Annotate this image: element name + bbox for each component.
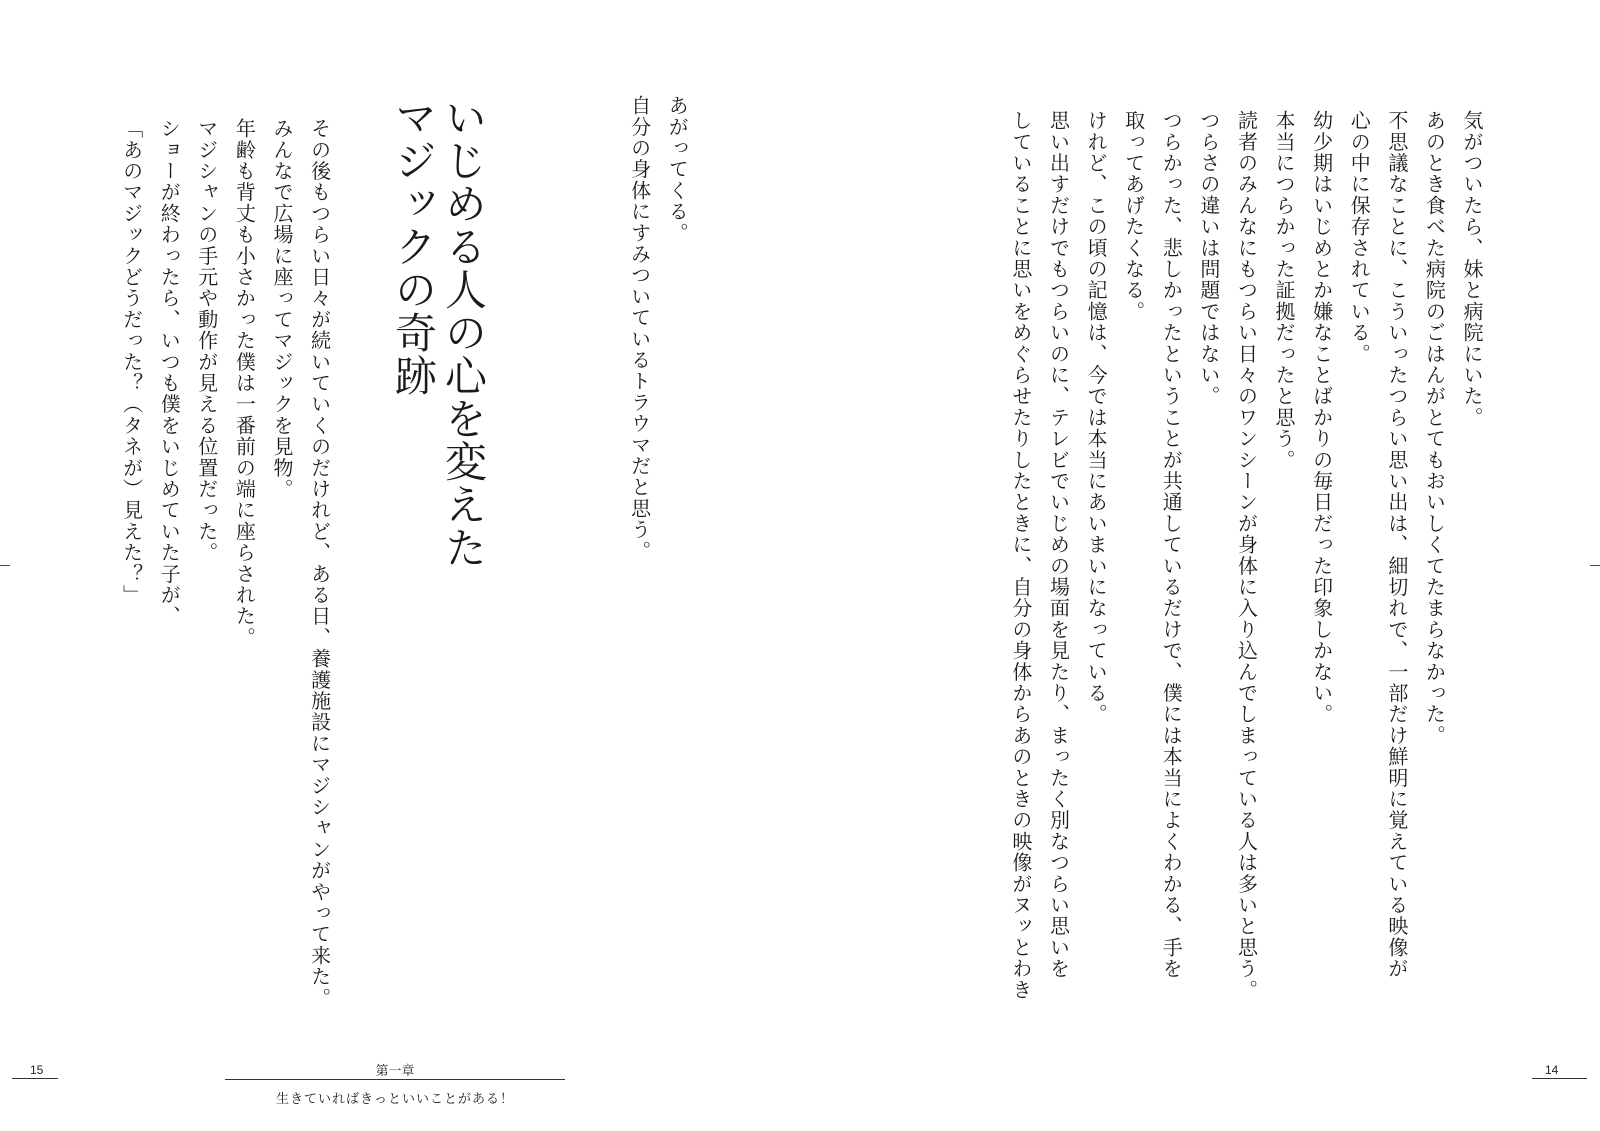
paragraph-line: 不思議なことに、こういったつらい思い出は、細切れで、一部だけ鮮明に覚えている映像が	[1384, 110, 1409, 980]
paragraph-line: みんなで広場に座ってマジックを見物。	[269, 118, 294, 500]
paragraph-line: つらかった、悲しかったということが共通しているだけで、僕には本当によくわかる、手を	[1159, 110, 1184, 980]
left-page-continuation	[620, 95, 695, 595]
paragraph-line: していることに思いをめぐらせたりしたときに、自分の身体からあのときの映像がヌッとわき	[1008, 110, 1033, 1001]
heading-line: いじめる人の心を変えた	[439, 96, 488, 569]
paragraph-line: あがってくる。	[665, 95, 690, 244]
paragraph-line: 気がついたら、妹と病院にいた。	[1460, 110, 1484, 428]
page-number-rule-right	[1532, 1078, 1587, 1079]
running-head-title: 生きていればきっといいことがある！	[275, 1092, 514, 1107]
paragraph-line: 本当につらかった証拠だったと思う。	[1272, 110, 1297, 471]
page-number-right: 14	[1545, 1063, 1559, 1077]
paragraph-line: ショーが終わったら、いつも僕をいじめていた子が、	[157, 118, 182, 627]
paragraph-line: マジシャンの手元や動作が見える位置だった。	[194, 118, 219, 564]
paragraph-line: 「あのマジックどうだった？（タネが）見えた？」	[119, 118, 144, 606]
page-number-rule-left	[12, 1078, 58, 1079]
paragraph-line: 読者のみんなにもつらい日々のワンシーンが身体に入り込んでしまっている人は多いと思う。	[1234, 110, 1259, 1001]
right-page-body	[1001, 110, 1490, 1010]
crop-mark-right	[1590, 565, 1600, 566]
paragraph-line: 幼少期はいじめとか嫌なことばかりの毎日だった印象しかない。	[1309, 110, 1334, 725]
paragraph-line: 思い出すだけでもつらいのに、テレビでいじめの場面を見たり、まったく別なつらい思いを	[1046, 110, 1071, 980]
paragraph-line: 年齢も背丈も小さかった僕は一番前の端に座らされた。	[232, 118, 257, 648]
paragraph-line: その後もつらい日々が続いていくのだけれど、ある日、養護施設にマジシャンがやって来た。	[307, 118, 332, 1009]
running-head-rule	[225, 1079, 565, 1080]
running-head-chapter: 第一章	[375, 1064, 415, 1079]
paragraph-line: 取ってあげたくなる。	[1121, 110, 1146, 322]
paragraph-line: 心の中に保存されている。	[1347, 110, 1372, 365]
paragraph-line: けれど、この頃の記憶は、今では本当にあいまいになっている。	[1084, 110, 1109, 725]
paragraph-line: あのとき食べた病院のごはんがとてもおいしくてたまらなかった。	[1422, 110, 1447, 746]
left-page-body	[112, 118, 338, 1018]
crop-mark-left	[0, 565, 10, 566]
heading-line: マジックの奇跡	[389, 96, 438, 397]
paragraph-line: つらさの違いは問題ではない。	[1196, 110, 1221, 407]
paragraph-line: 自分の身体にすみついているトラウマだと思う。	[627, 95, 652, 562]
section-heading	[388, 96, 488, 569]
page-number-left: 15	[30, 1063, 44, 1077]
